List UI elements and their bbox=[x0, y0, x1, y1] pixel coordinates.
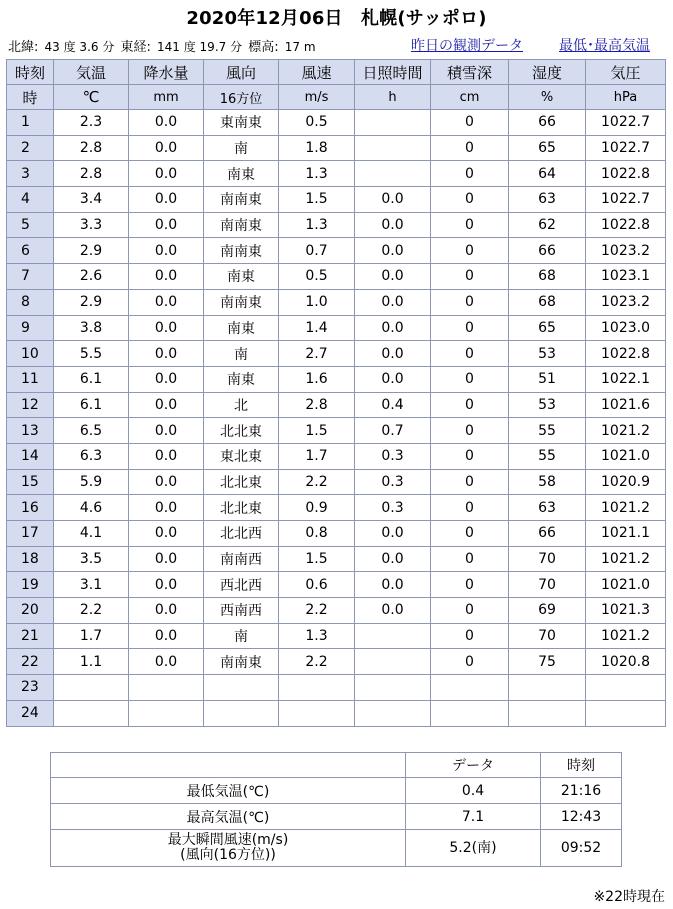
summary-label-max-temp: 最高気温(℃) bbox=[51, 804, 406, 830]
data-cell: 0.7 bbox=[279, 238, 355, 264]
altitude-value: 17 m bbox=[284, 40, 316, 54]
summary-label-max-gust-line2: (風向(16方位)) bbox=[180, 847, 276, 863]
data-cell: 0.0 bbox=[129, 649, 204, 675]
data-cell: 0.0 bbox=[355, 315, 431, 341]
column-header: 湿度 bbox=[509, 60, 586, 85]
table-row bbox=[7, 161, 666, 187]
data-cell: 65 bbox=[509, 315, 586, 341]
latitude-label: 北緯: bbox=[8, 40, 39, 55]
column-header: 日照時間 bbox=[355, 60, 431, 85]
data-cell: 0.0 bbox=[355, 187, 431, 213]
data-cell: 0.0 bbox=[129, 135, 204, 161]
table-row bbox=[7, 495, 666, 521]
data-cell: 1022.7 bbox=[586, 110, 666, 136]
data-cell bbox=[431, 700, 509, 726]
data-cell: 0 bbox=[431, 110, 509, 136]
data-cell: 2.9 bbox=[54, 289, 129, 315]
data-cell: 0 bbox=[431, 366, 509, 392]
data-cell bbox=[204, 700, 279, 726]
data-cell: 66 bbox=[509, 238, 586, 264]
data-cell bbox=[279, 700, 355, 726]
data-cell bbox=[355, 675, 431, 701]
data-cell: 3.1 bbox=[54, 572, 129, 598]
data-cell: 1.3 bbox=[279, 623, 355, 649]
data-cell: 0 bbox=[431, 264, 509, 290]
data-cell: 0.8 bbox=[279, 521, 355, 547]
data-cell: 1021.2 bbox=[586, 546, 666, 572]
data-cell: 0.7 bbox=[355, 418, 431, 444]
summary-header-time: 時刻 bbox=[541, 753, 622, 778]
data-cell: 70 bbox=[509, 546, 586, 572]
data-cell: 3.5 bbox=[54, 546, 129, 572]
data-cell: 1.6 bbox=[279, 366, 355, 392]
data-cell: 0.0 bbox=[129, 161, 204, 187]
data-cell: 0 bbox=[431, 649, 509, 675]
summary-label-min-temp: 最低気温(℃) bbox=[51, 778, 406, 804]
data-cell: 0.5 bbox=[279, 264, 355, 290]
data-cell: 0.0 bbox=[355, 546, 431, 572]
data-cell: 0.0 bbox=[355, 366, 431, 392]
data-cell bbox=[586, 700, 666, 726]
data-cell: 0.0 bbox=[129, 623, 204, 649]
data-cell: 1.3 bbox=[279, 161, 355, 187]
data-cell: 0.6 bbox=[279, 572, 355, 598]
hour-cell: 13 bbox=[7, 418, 54, 444]
data-cell: 0.0 bbox=[129, 110, 204, 136]
data-cell: 0.0 bbox=[129, 366, 204, 392]
data-cell: 南 bbox=[204, 623, 279, 649]
hour-cell: 6 bbox=[7, 238, 54, 264]
column-header: 気温 bbox=[54, 60, 129, 85]
data-cell: 南東 bbox=[204, 315, 279, 341]
data-cell bbox=[355, 135, 431, 161]
data-cell: 65 bbox=[509, 135, 586, 161]
column-unit: m/s bbox=[279, 85, 355, 110]
data-cell: 南南東 bbox=[204, 187, 279, 213]
data-cell: 0 bbox=[431, 418, 509, 444]
hour-cell: 8 bbox=[7, 289, 54, 315]
data-cell: 2.7 bbox=[279, 341, 355, 367]
column-header: 降水量 bbox=[129, 60, 204, 85]
data-cell: 6.5 bbox=[54, 418, 129, 444]
table-row bbox=[7, 598, 666, 624]
table-row bbox=[7, 366, 666, 392]
data-cell: 55 bbox=[509, 418, 586, 444]
column-header: 風向 bbox=[204, 60, 279, 85]
data-cell: 北 bbox=[204, 392, 279, 418]
data-cell bbox=[54, 675, 129, 701]
data-cell: 0.0 bbox=[129, 289, 204, 315]
column-unit: 時 bbox=[7, 85, 54, 110]
table-row bbox=[7, 135, 666, 161]
data-cell: 1022.8 bbox=[586, 161, 666, 187]
data-cell: 66 bbox=[509, 110, 586, 136]
data-cell: 66 bbox=[509, 521, 586, 547]
summary-time-max-temp: 12:43 bbox=[541, 804, 622, 830]
table-row bbox=[7, 623, 666, 649]
min-max-temp-link[interactable]: 最低･最高気温 bbox=[559, 38, 650, 54]
data-cell: 南南西 bbox=[204, 546, 279, 572]
hour-cell: 12 bbox=[7, 392, 54, 418]
previous-day-link[interactable]: 昨日の観測データ bbox=[411, 38, 523, 54]
hour-cell: 3 bbox=[7, 161, 54, 187]
data-cell bbox=[509, 700, 586, 726]
data-cell bbox=[355, 649, 431, 675]
data-cell: 0 bbox=[431, 161, 509, 187]
data-cell: 75 bbox=[509, 649, 586, 675]
table-row bbox=[7, 521, 666, 547]
data-cell: 0 bbox=[431, 212, 509, 238]
table-row bbox=[7, 700, 666, 726]
table-row bbox=[7, 341, 666, 367]
latitude-value: 43 度 3.6 分 bbox=[44, 40, 115, 54]
data-cell: 6.1 bbox=[54, 392, 129, 418]
data-cell: 0 bbox=[431, 443, 509, 469]
data-cell: 5.9 bbox=[54, 469, 129, 495]
data-cell: 1021.2 bbox=[586, 623, 666, 649]
data-cell: 1021.6 bbox=[586, 392, 666, 418]
data-cell: 1021.0 bbox=[586, 572, 666, 598]
data-cell: 1.7 bbox=[279, 443, 355, 469]
data-cell: 0 bbox=[431, 341, 509, 367]
data-cell: 0 bbox=[431, 546, 509, 572]
summary-label-max-gust bbox=[51, 830, 406, 867]
data-cell: 1022.1 bbox=[586, 366, 666, 392]
data-cell bbox=[355, 110, 431, 136]
data-cell bbox=[355, 700, 431, 726]
data-cell: 0.0 bbox=[355, 572, 431, 598]
table-row bbox=[7, 546, 666, 572]
column-header: 積雪深 bbox=[431, 60, 509, 85]
data-cell: 2.9 bbox=[54, 238, 129, 264]
summary-label-max-gust-line1: 最大瞬間風速(m/s) bbox=[167, 832, 289, 848]
table-row bbox=[7, 315, 666, 341]
data-cell: 1.7 bbox=[54, 623, 129, 649]
data-cell: 3.3 bbox=[54, 212, 129, 238]
data-cell: 西北西 bbox=[204, 572, 279, 598]
data-cell: 南南東 bbox=[204, 289, 279, 315]
data-cell bbox=[355, 161, 431, 187]
column-unit: % bbox=[509, 85, 586, 110]
data-cell: 1021.2 bbox=[586, 418, 666, 444]
data-cell: 0.0 bbox=[355, 598, 431, 624]
data-cell: 63 bbox=[509, 495, 586, 521]
data-cell: 0.3 bbox=[355, 469, 431, 495]
data-cell: 0 bbox=[431, 135, 509, 161]
data-cell bbox=[204, 675, 279, 701]
data-cell: 1023.2 bbox=[586, 238, 666, 264]
data-cell: 1021.1 bbox=[586, 521, 666, 547]
data-cell: 0 bbox=[431, 187, 509, 213]
data-cell: 3.8 bbox=[54, 315, 129, 341]
data-cell: 58 bbox=[509, 469, 586, 495]
summary-table bbox=[50, 752, 622, 867]
page-title: 2020年12月06日 札幌(サッポロ) bbox=[186, 8, 487, 29]
data-cell: 0.0 bbox=[129, 495, 204, 521]
data-cell: 53 bbox=[509, 341, 586, 367]
data-cell: 70 bbox=[509, 623, 586, 649]
data-cell: 0.0 bbox=[129, 212, 204, 238]
hourly-observation-table bbox=[6, 59, 666, 727]
table-row bbox=[7, 392, 666, 418]
hour-cell: 4 bbox=[7, 187, 54, 213]
data-cell: 1.8 bbox=[279, 135, 355, 161]
data-cell: 1022.8 bbox=[586, 212, 666, 238]
data-cell: 0.0 bbox=[129, 264, 204, 290]
data-cell bbox=[509, 675, 586, 701]
data-cell: 南 bbox=[204, 341, 279, 367]
data-cell bbox=[355, 623, 431, 649]
data-cell: 0.5 bbox=[279, 110, 355, 136]
data-cell: 0.0 bbox=[355, 289, 431, 315]
data-cell: 2.2 bbox=[279, 649, 355, 675]
data-cell: 0 bbox=[431, 289, 509, 315]
table-row bbox=[7, 110, 666, 136]
data-cell bbox=[431, 675, 509, 701]
column-header: 風速 bbox=[279, 60, 355, 85]
hour-cell: 21 bbox=[7, 623, 54, 649]
data-cell: 1022.7 bbox=[586, 135, 666, 161]
data-cell: 0.0 bbox=[129, 315, 204, 341]
data-cell: 0.0 bbox=[355, 341, 431, 367]
data-cell: 0.3 bbox=[355, 443, 431, 469]
data-cell: 6.3 bbox=[54, 443, 129, 469]
data-cell: 0 bbox=[431, 572, 509, 598]
column-unit: cm bbox=[431, 85, 509, 110]
data-cell: 0.0 bbox=[129, 443, 204, 469]
altitude-label: 標高: bbox=[248, 40, 279, 55]
data-cell: 南 bbox=[204, 135, 279, 161]
table-row bbox=[7, 469, 666, 495]
summary-value-min-temp: 0.4 bbox=[406, 778, 541, 804]
table-row bbox=[7, 649, 666, 675]
data-cell bbox=[279, 675, 355, 701]
data-cell: 0.0 bbox=[129, 238, 204, 264]
hour-cell: 9 bbox=[7, 315, 54, 341]
data-cell: 0.0 bbox=[129, 392, 204, 418]
data-cell: 0.0 bbox=[129, 187, 204, 213]
data-cell: 0.0 bbox=[129, 572, 204, 598]
data-cell: 0.0 bbox=[129, 546, 204, 572]
data-cell: 南東 bbox=[204, 264, 279, 290]
data-cell: 北北西 bbox=[204, 521, 279, 547]
data-cell: 68 bbox=[509, 264, 586, 290]
longitude-value: 141 度 19.7 分 bbox=[157, 40, 243, 54]
data-cell: 0.0 bbox=[355, 238, 431, 264]
data-cell: 南南東 bbox=[204, 649, 279, 675]
data-cell: 2.3 bbox=[54, 110, 129, 136]
data-cell: 2.2 bbox=[54, 598, 129, 624]
table-row bbox=[7, 418, 666, 444]
data-cell: 68 bbox=[509, 289, 586, 315]
data-cell: 0 bbox=[431, 623, 509, 649]
data-cell: 6.1 bbox=[54, 366, 129, 392]
data-cell bbox=[129, 700, 204, 726]
data-cell: 1021.2 bbox=[586, 495, 666, 521]
data-cell: 2.2 bbox=[279, 598, 355, 624]
data-cell: 2.8 bbox=[54, 135, 129, 161]
data-cell: 2.8 bbox=[54, 161, 129, 187]
data-cell: 64 bbox=[509, 161, 586, 187]
table-row bbox=[7, 238, 666, 264]
data-cell: 1022.7 bbox=[586, 187, 666, 213]
table-row bbox=[7, 264, 666, 290]
data-cell: 70 bbox=[509, 572, 586, 598]
data-cell: 1.0 bbox=[279, 289, 355, 315]
data-cell: 0.0 bbox=[129, 341, 204, 367]
hour-cell: 5 bbox=[7, 212, 54, 238]
summary-value-max-temp: 7.1 bbox=[406, 804, 541, 830]
column-unit: h bbox=[355, 85, 431, 110]
data-cell: 5.5 bbox=[54, 341, 129, 367]
table-row bbox=[7, 572, 666, 598]
data-cell: 南南東 bbox=[204, 238, 279, 264]
hour-cell: 16 bbox=[7, 495, 54, 521]
summary-header-blank bbox=[51, 753, 406, 778]
data-cell: 0.0 bbox=[355, 264, 431, 290]
data-cell: 1022.8 bbox=[586, 341, 666, 367]
column-unit: ℃ bbox=[54, 85, 129, 110]
data-cell: 0.0 bbox=[355, 212, 431, 238]
table-row bbox=[7, 443, 666, 469]
column-unit: hPa bbox=[586, 85, 666, 110]
data-cell: 南東 bbox=[204, 161, 279, 187]
hour-cell: 20 bbox=[7, 598, 54, 624]
data-cell: 55 bbox=[509, 443, 586, 469]
footnote: ※22時現在 bbox=[593, 889, 665, 905]
column-header: 時刻 bbox=[7, 60, 54, 85]
column-unit: 16方位 bbox=[204, 85, 279, 110]
data-cell bbox=[586, 675, 666, 701]
data-cell: 0.0 bbox=[129, 418, 204, 444]
longitude-label: 東経: bbox=[120, 40, 151, 55]
hour-cell: 14 bbox=[7, 443, 54, 469]
data-cell: 0 bbox=[431, 392, 509, 418]
summary-time-min-temp: 21:16 bbox=[541, 778, 622, 804]
data-cell: 4.6 bbox=[54, 495, 129, 521]
data-cell: 1.3 bbox=[279, 212, 355, 238]
data-cell: 0.0 bbox=[129, 469, 204, 495]
data-cell: 東北東 bbox=[204, 443, 279, 469]
column-header: 気圧 bbox=[586, 60, 666, 85]
hour-cell: 11 bbox=[7, 366, 54, 392]
data-cell: 1020.9 bbox=[586, 469, 666, 495]
data-cell: 4.1 bbox=[54, 521, 129, 547]
data-cell: 0 bbox=[431, 495, 509, 521]
data-cell bbox=[129, 675, 204, 701]
data-cell: 北北東 bbox=[204, 418, 279, 444]
hour-cell: 23 bbox=[7, 675, 54, 701]
data-cell: 0 bbox=[431, 469, 509, 495]
summary-time-max-gust: 09:52 bbox=[541, 830, 622, 867]
hour-cell: 18 bbox=[7, 546, 54, 572]
data-cell: 南南東 bbox=[204, 212, 279, 238]
data-cell: 1.5 bbox=[279, 187, 355, 213]
hour-cell: 17 bbox=[7, 521, 54, 547]
table-row bbox=[7, 675, 666, 701]
data-cell: 3.4 bbox=[54, 187, 129, 213]
summary-value-max-gust: 5.2(南) bbox=[406, 830, 541, 867]
hour-cell: 10 bbox=[7, 341, 54, 367]
hour-cell: 24 bbox=[7, 700, 54, 726]
data-cell: 1020.8 bbox=[586, 649, 666, 675]
hour-cell: 22 bbox=[7, 649, 54, 675]
data-cell: 1.5 bbox=[279, 546, 355, 572]
data-cell: 北北東 bbox=[204, 495, 279, 521]
data-cell: 0 bbox=[431, 315, 509, 341]
data-cell: 1.4 bbox=[279, 315, 355, 341]
data-cell: 南東 bbox=[204, 366, 279, 392]
data-cell: 2.6 bbox=[54, 264, 129, 290]
data-cell: 53 bbox=[509, 392, 586, 418]
hour-cell: 1 bbox=[7, 110, 54, 136]
data-cell: 1021.3 bbox=[586, 598, 666, 624]
data-cell: 2.8 bbox=[279, 392, 355, 418]
data-cell: 0 bbox=[431, 521, 509, 547]
data-cell: 1.1 bbox=[54, 649, 129, 675]
data-cell: 0.9 bbox=[279, 495, 355, 521]
data-cell bbox=[54, 700, 129, 726]
hour-cell: 2 bbox=[7, 135, 54, 161]
data-cell: 北北東 bbox=[204, 469, 279, 495]
hour-cell: 15 bbox=[7, 469, 54, 495]
hour-cell: 7 bbox=[7, 264, 54, 290]
data-cell: 1021.0 bbox=[586, 443, 666, 469]
data-cell: 63 bbox=[509, 187, 586, 213]
table-row bbox=[7, 212, 666, 238]
data-cell: 2.2 bbox=[279, 469, 355, 495]
column-unit: mm bbox=[129, 85, 204, 110]
data-cell: 1.5 bbox=[279, 418, 355, 444]
data-cell: 1023.1 bbox=[586, 264, 666, 290]
data-cell: 西南西 bbox=[204, 598, 279, 624]
hour-cell: 19 bbox=[7, 572, 54, 598]
data-cell: 0 bbox=[431, 598, 509, 624]
data-cell: 62 bbox=[509, 212, 586, 238]
data-cell: 69 bbox=[509, 598, 586, 624]
station-info bbox=[8, 36, 318, 55]
table-row bbox=[7, 289, 666, 315]
summary-header-data: データ bbox=[406, 753, 541, 778]
data-cell: 0.0 bbox=[129, 598, 204, 624]
data-cell: 東南東 bbox=[204, 110, 279, 136]
data-cell: 1023.0 bbox=[586, 315, 666, 341]
data-cell: 0.0 bbox=[355, 521, 431, 547]
data-cell: 0 bbox=[431, 238, 509, 264]
data-cell: 0.3 bbox=[355, 495, 431, 521]
data-cell: 0.4 bbox=[355, 392, 431, 418]
data-cell: 1023.2 bbox=[586, 289, 666, 315]
table-row bbox=[7, 187, 666, 213]
data-cell: 51 bbox=[509, 366, 586, 392]
data-cell: 0.0 bbox=[129, 521, 204, 547]
